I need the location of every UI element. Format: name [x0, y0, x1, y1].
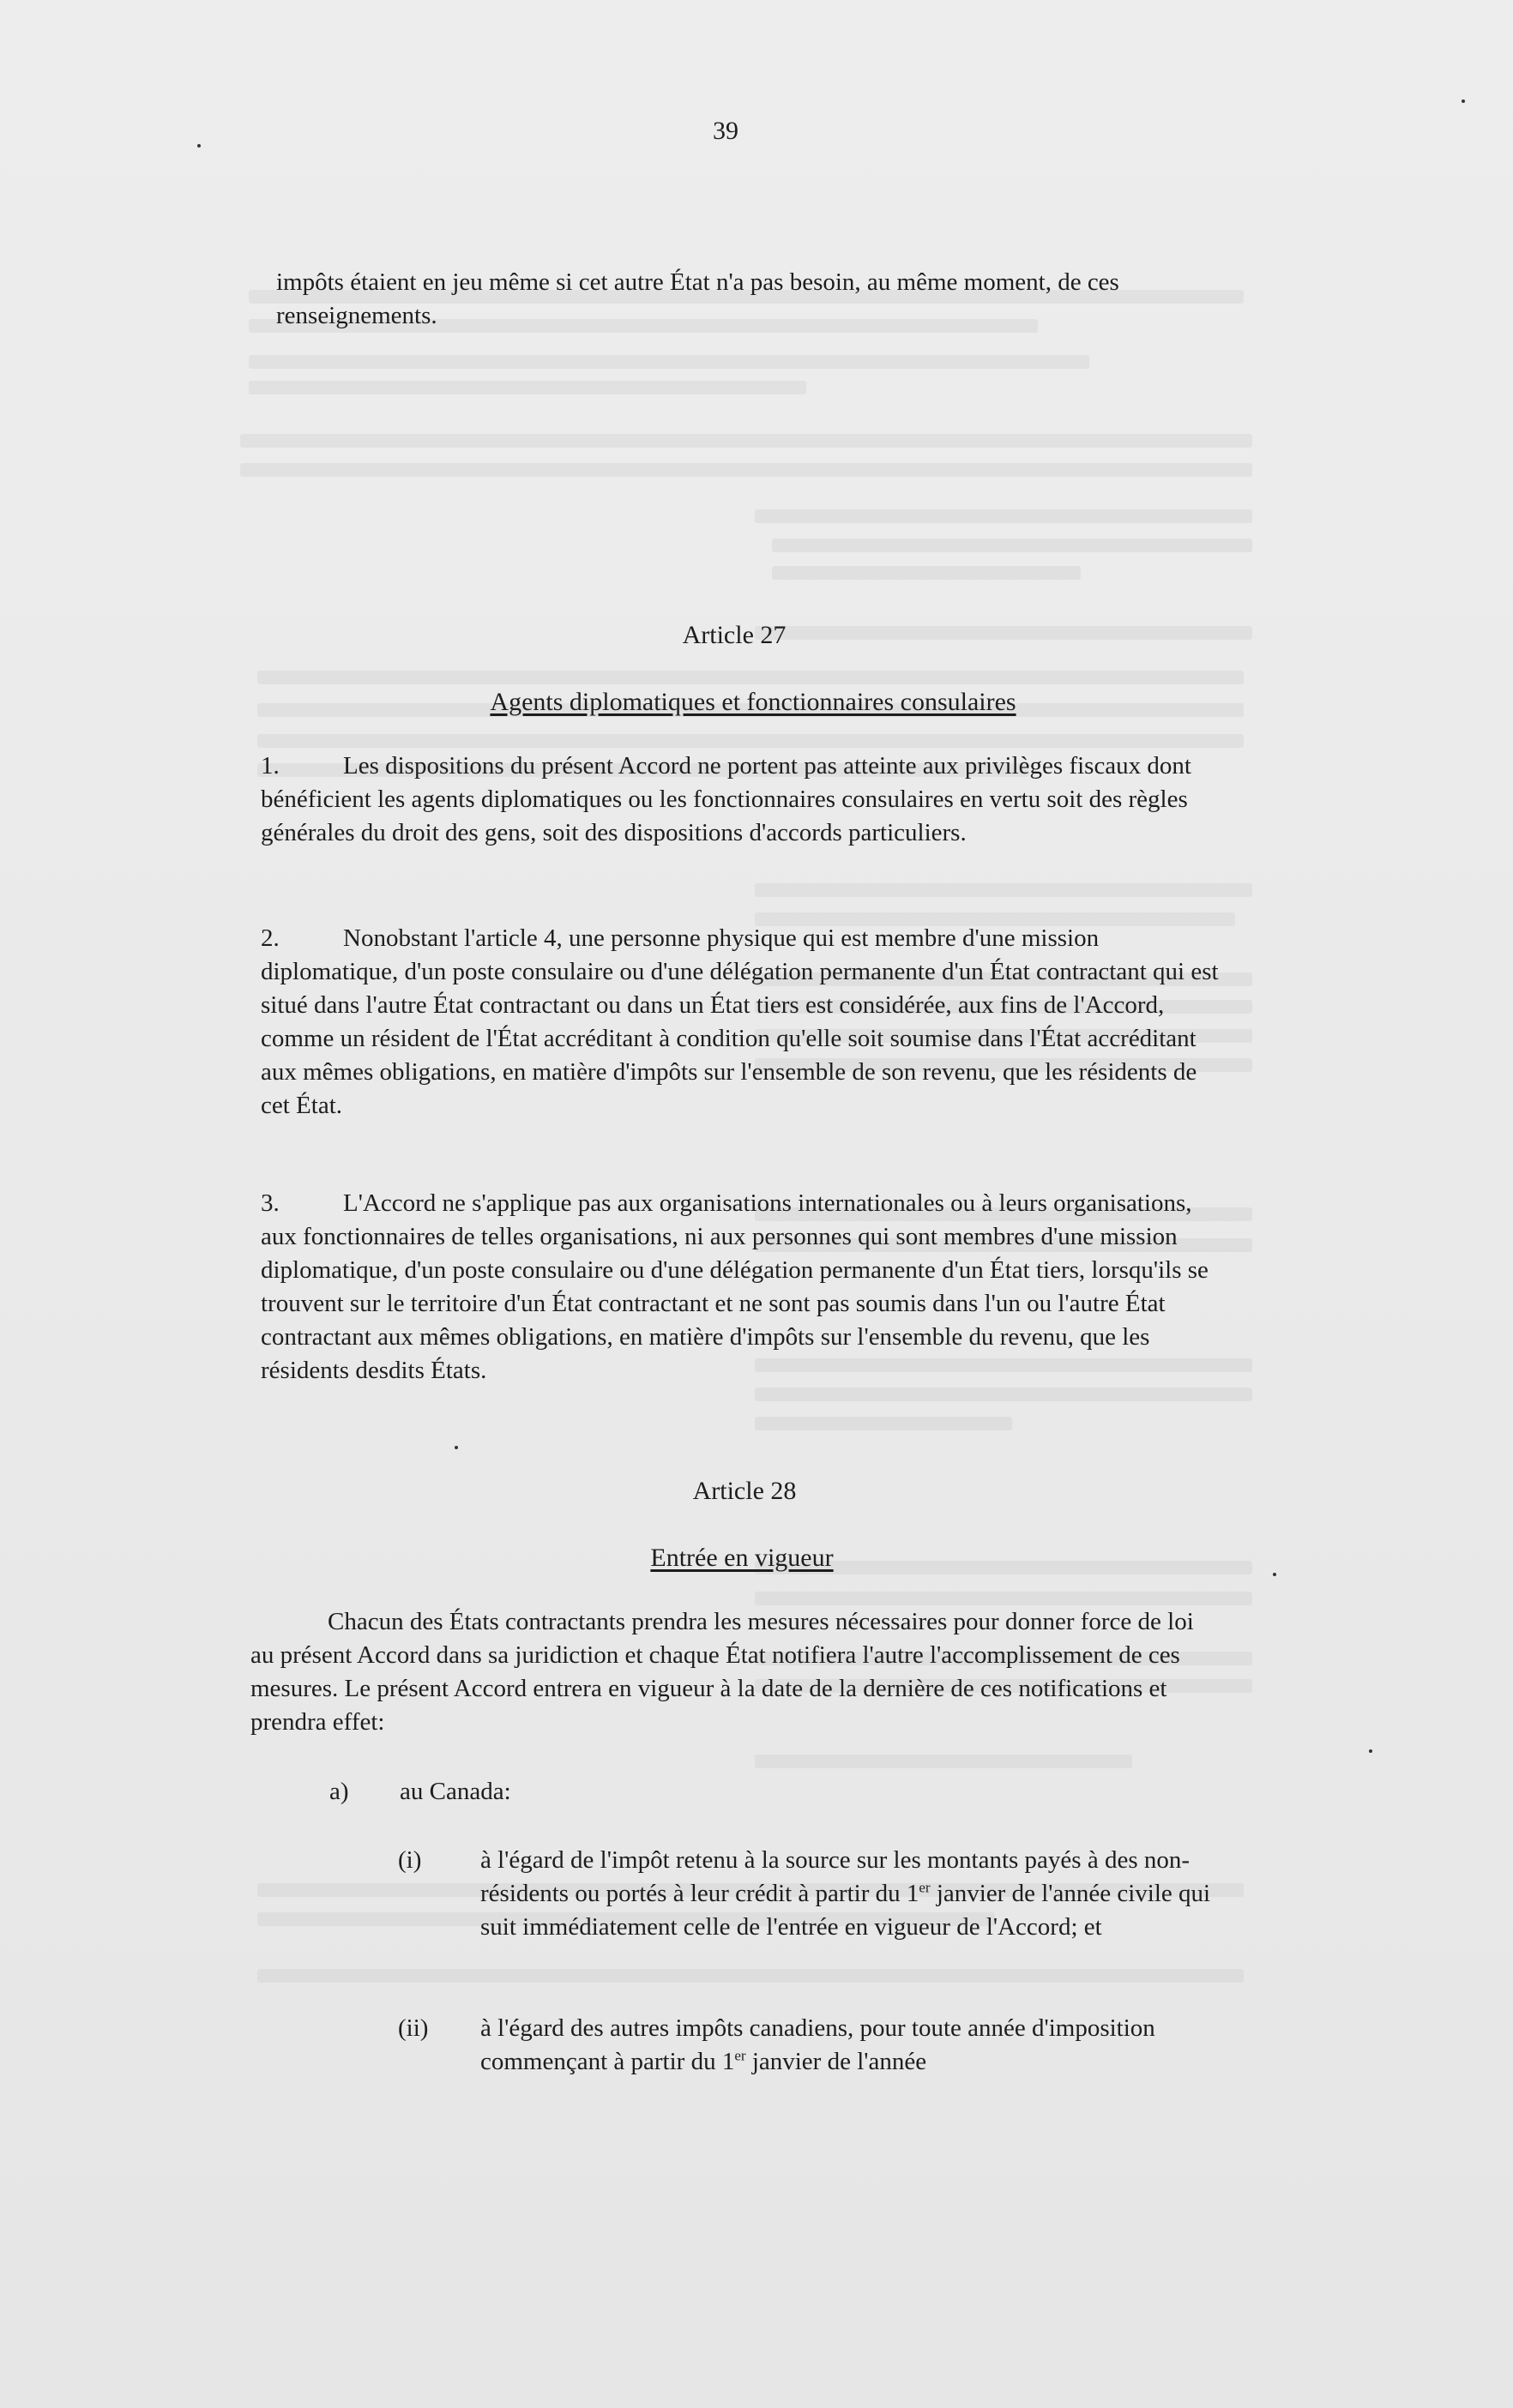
article-28-text: Chacun des États contractants prendra les mesures nécessaires pour donner force de loi au présent Accord dans sa juridiction et chaque État notifiera l'autre l'accomplissement de ces mesures. Le présent Accord entrera en vigueur à la date de la dernière de ces notifications et prendra effet:: [250, 1608, 1194, 1736]
paragraph-text: Les dispositions du présent Accord ne portent pas atteinte aux privilèges fiscaux dont bénéficient les agents diplomatiques ou les fonctionnaires consulaires en vertu soit des règles générales du droit des gens, soit des dispositions d'accords particuliers.: [261, 752, 1191, 846]
intro-paragraph: [276, 266, 1228, 333]
article-28-subtitle: [0, 1544, 1484, 1573]
paper-speck: [1273, 1573, 1276, 1576]
sub-item-ii-label: (ii): [398, 2014, 429, 2042]
article-27-subtitle-text: Agents diplomatiques et fonctionnaires consulaires: [490, 688, 1016, 716]
article-27-paragraph-2: [261, 922, 1221, 1123]
article-28-subtitle-text: Entrée en vigueur: [650, 1544, 834, 1572]
item-a: [329, 1775, 1101, 1809]
article-28-paragraph: [250, 1605, 1211, 1739]
article-28-title: Article 28: [692, 1477, 797, 1505]
paper-speck: [1462, 99, 1465, 103]
sub-item-i-text-after: janvier de l'année civile qui suit immédiatement celle de l'entrée en vigueur de l'Accord; et: [480, 1880, 1211, 1941]
sub-item-i-text-before: à l'égard de l'impôt retenu à la source sur les montants payés à des non-résidents ou portés à leur crédit à partir du 1: [480, 1846, 1191, 1907]
paragraph-number: 2.: [261, 924, 280, 952]
item-a-text: au Canada:: [400, 1778, 511, 1805]
article-27-title: Article 27: [682, 621, 787, 649]
paragraph-number: 1.: [261, 752, 280, 780]
sub-item-i-sup: er: [919, 1879, 931, 1896]
paragraph-text: Nonobstant l'article 4, une personne physique qui est membre d'une mission diplomatique, d'un poste consulaire ou d'une délégation permanente d'un État contractant qui est situé dans l'autre État contractant ou dans un État tiers est considérée, aux fins de l'Accord, comme un résident de l'État accréditant à condition qu'elle soit soumise dans l'État accréditant aux mêmes obligations, en matière d'impôts sur l'ensemble de son revenu, que les résidents de cet État.: [261, 924, 1219, 1119]
page-number: 39: [713, 117, 738, 145]
sub-item-ii-sup: er: [734, 2047, 746, 2064]
paragraph-text: L'Accord ne s'applique pas aux organisations internationales ou à leurs organisations, aux fonctionnaires de telles organisations, ni aux personnes qui sont membres d'une mission diplomatique, d'un poste consulaire ou d'une délégation permanente d'un État tiers, lorsqu'ils se trouvent sur le territoire d'un État contractant et ne sont pas soumis dans l'un ou l'autre État contractant aux mêmes obligations, en matière d'impôts sur l'ensemble du revenu, que les résidents desdits États.: [261, 1189, 1209, 1384]
article-27-paragraph-1: [261, 749, 1221, 850]
article-27-paragraph-3: [261, 1187, 1221, 1388]
sub-item-ii-text-before: à l'égard des autres impôts canadiens, pour toute année d'imposition commençant à partir du 1: [480, 2014, 1155, 2075]
paper-speck: [1369, 1749, 1372, 1753]
article-27-subtitle: [0, 688, 1506, 717]
sub-item-ii: [398, 2012, 1221, 2079]
item-a-label: a): [329, 1778, 349, 1805]
paragraph-number: 3.: [261, 1189, 280, 1217]
sub-item-i: [398, 1844, 1221, 1944]
paper-speck: [455, 1446, 458, 1449]
sub-item-ii-text-after: janvier de l'année: [745, 2048, 927, 2075]
sub-item-i-label: (i): [398, 1846, 422, 1874]
intro-text: impôts étaient en jeu même si cet autre État n'a pas besoin, au même moment, de ces renseignements.: [276, 268, 1119, 329]
